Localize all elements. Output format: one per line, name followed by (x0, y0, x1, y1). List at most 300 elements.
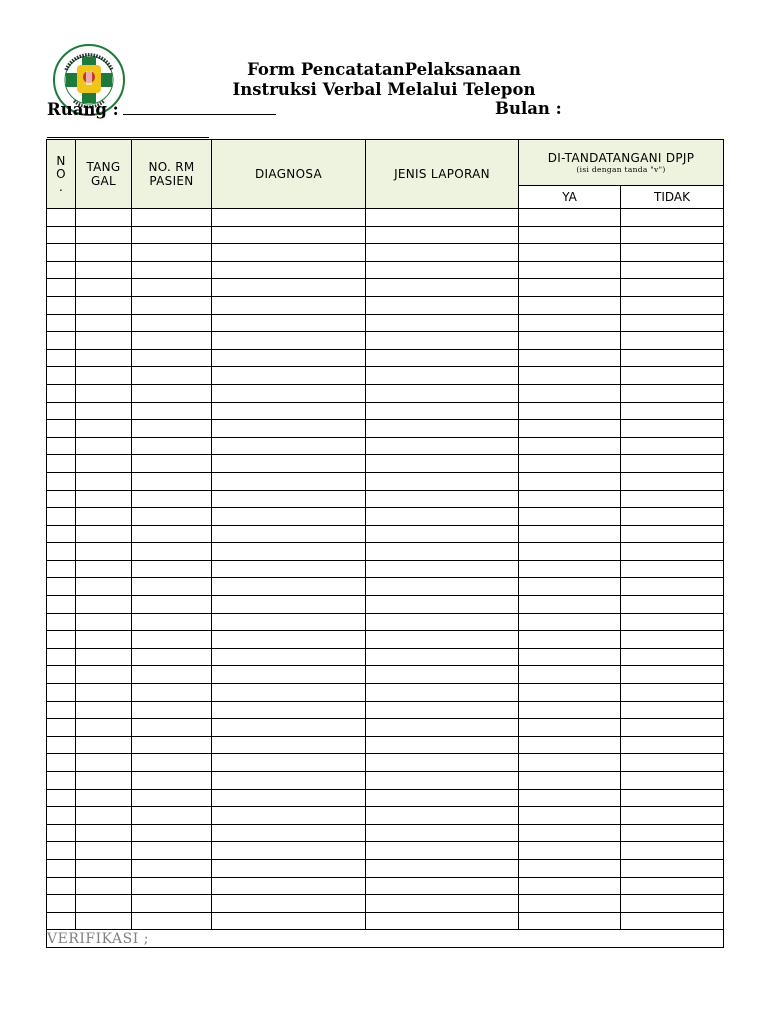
cell-diagnosa[interactable] (212, 807, 366, 825)
cell-jenis-laporan[interactable] (366, 877, 519, 895)
cell-jenis-laporan[interactable] (366, 560, 519, 578)
cell-ya[interactable] (519, 226, 621, 244)
cell-tidak[interactable] (621, 859, 724, 877)
cell-no[interactable] (47, 772, 76, 790)
cell-jenis-laporan[interactable] (366, 508, 519, 526)
cell-tanggal[interactable] (76, 789, 132, 807)
cell-diagnosa[interactable] (212, 631, 366, 649)
cell-ya[interactable] (519, 455, 621, 473)
cell-tanggal[interactable] (76, 807, 132, 825)
form-title-line2: Instruksi Verbal Melalui Telepon (232, 80, 536, 99)
cell-diagnosa[interactable] (212, 490, 366, 508)
cell-diagnosa[interactable] (212, 701, 366, 719)
cell-no[interactable] (47, 508, 76, 526)
cell-tanggal[interactable] (76, 508, 132, 526)
cell-diagnosa[interactable] (212, 525, 366, 543)
cell-tidak[interactable] (621, 701, 724, 719)
cell-no[interactable] (47, 209, 76, 227)
cell-ya[interactable] (519, 367, 621, 385)
cell-ya[interactable] (519, 596, 621, 614)
cell-tanggal[interactable] (76, 349, 132, 367)
cell-tidak[interactable] (621, 842, 724, 860)
cell-no-rm[interactable] (132, 596, 212, 614)
cell-tanggal[interactable] (76, 472, 132, 490)
cell-no[interactable] (47, 349, 76, 367)
cell-tidak[interactable] (621, 261, 724, 279)
cell-tanggal[interactable] (76, 209, 132, 227)
cell-no-rm[interactable] (132, 455, 212, 473)
cell-ya[interactable] (519, 209, 621, 227)
cell-no-rm[interactable] (132, 244, 212, 262)
cell-diagnosa[interactable] (212, 472, 366, 490)
cell-tidak[interactable] (621, 754, 724, 772)
cell-no-rm[interactable] (132, 578, 212, 596)
cell-ya[interactable] (519, 384, 621, 402)
cell-tidak[interactable] (621, 349, 724, 367)
cell-ya[interactable] (519, 877, 621, 895)
cell-tanggal[interactable] (76, 596, 132, 614)
cell-tidak[interactable] (621, 279, 724, 297)
cell-no-rm[interactable] (132, 543, 212, 561)
table-row (47, 736, 724, 754)
cell-no[interactable] (47, 754, 76, 772)
cell-no-rm[interactable] (132, 895, 212, 913)
cell-jenis-laporan[interactable] (366, 349, 519, 367)
cell-ya[interactable] (519, 824, 621, 842)
cell-tanggal[interactable] (76, 296, 132, 314)
cell-jenis-laporan[interactable] (366, 314, 519, 332)
cell-tidak[interactable] (621, 472, 724, 490)
cell-jenis-laporan[interactable] (366, 261, 519, 279)
cell-diagnosa[interactable] (212, 279, 366, 297)
cell-ya[interactable] (519, 895, 621, 913)
cell-diagnosa[interactable] (212, 209, 366, 227)
cell-tidak[interactable] (621, 209, 724, 227)
cell-diagnosa[interactable] (212, 332, 366, 350)
cell-no[interactable] (47, 226, 76, 244)
cell-no-rm[interactable] (132, 684, 212, 702)
cell-jenis-laporan[interactable] (366, 789, 519, 807)
cell-no-rm[interactable] (132, 209, 212, 227)
cell-diagnosa[interactable] (212, 842, 366, 860)
cell-ya[interactable] (519, 543, 621, 561)
cell-no[interactable] (47, 807, 76, 825)
cell-diagnosa[interactable] (212, 613, 366, 631)
cell-no-rm[interactable] (132, 701, 212, 719)
cell-no[interactable] (47, 261, 76, 279)
cell-no-rm[interactable] (132, 472, 212, 490)
cell-tidak[interactable] (621, 666, 724, 684)
cell-ya[interactable] (519, 719, 621, 737)
cell-tanggal[interactable] (76, 684, 132, 702)
cell-ya[interactable] (519, 648, 621, 666)
cell-tanggal[interactable] (76, 332, 132, 350)
cell-tanggal[interactable] (76, 842, 132, 860)
cell-tanggal[interactable] (76, 719, 132, 737)
cell-no[interactable] (47, 279, 76, 297)
cell-tanggal[interactable] (76, 244, 132, 262)
cell-tanggal[interactable] (76, 912, 132, 930)
cell-no[interactable] (47, 648, 76, 666)
cell-diagnosa[interactable] (212, 596, 366, 614)
cell-ya[interactable] (519, 613, 621, 631)
table-row (47, 772, 724, 790)
cell-no-rm[interactable] (132, 648, 212, 666)
cell-tidak[interactable] (621, 789, 724, 807)
cell-no-rm[interactable] (132, 384, 212, 402)
cell-jenis-laporan[interactable] (366, 719, 519, 737)
cell-tanggal[interactable] (76, 701, 132, 719)
cell-diagnosa[interactable] (212, 314, 366, 332)
cell-diagnosa[interactable] (212, 349, 366, 367)
cell-jenis-laporan[interactable] (366, 420, 519, 438)
cell-no[interactable] (47, 332, 76, 350)
cell-tidak[interactable] (621, 420, 724, 438)
cell-ya[interactable] (519, 261, 621, 279)
cell-no-rm[interactable] (132, 719, 212, 737)
cell-diagnosa[interactable] (212, 455, 366, 473)
cell-jenis-laporan[interactable] (366, 895, 519, 913)
cell-no-rm[interactable] (132, 842, 212, 860)
cell-tidak[interactable] (621, 895, 724, 913)
cell-tanggal[interactable] (76, 877, 132, 895)
cell-no-rm[interactable] (132, 877, 212, 895)
cell-ya[interactable] (519, 279, 621, 297)
cell-diagnosa[interactable] (212, 420, 366, 438)
cell-ya[interactable] (519, 332, 621, 350)
cell-no-rm[interactable] (132, 736, 212, 754)
cell-jenis-laporan[interactable] (366, 543, 519, 561)
cell-jenis-laporan[interactable] (366, 912, 519, 930)
cell-tanggal[interactable] (76, 859, 132, 877)
cell-tidak[interactable] (621, 437, 724, 455)
cell-tidak[interactable] (621, 367, 724, 385)
cell-no-rm[interactable] (132, 508, 212, 526)
cell-diagnosa[interactable] (212, 648, 366, 666)
cell-no[interactable] (47, 455, 76, 473)
cell-no[interactable] (47, 384, 76, 402)
cell-ya[interactable] (519, 244, 621, 262)
cell-no-rm[interactable] (132, 824, 212, 842)
cell-tanggal[interactable] (76, 455, 132, 473)
cell-ya[interactable] (519, 437, 621, 455)
cell-no[interactable] (47, 314, 76, 332)
cell-no[interactable] (47, 666, 76, 684)
cell-no-rm[interactable] (132, 226, 212, 244)
cell-tidak[interactable] (621, 824, 724, 842)
cell-tidak[interactable] (621, 578, 724, 596)
cell-tidak[interactable] (621, 543, 724, 561)
cell-no[interactable] (47, 490, 76, 508)
cell-no-rm[interactable] (132, 367, 212, 385)
cell-jenis-laporan[interactable] (366, 455, 519, 473)
cell-tidak[interactable] (621, 244, 724, 262)
cell-tanggal[interactable] (76, 736, 132, 754)
cell-tanggal[interactable] (76, 631, 132, 649)
cell-jenis-laporan[interactable] (366, 842, 519, 860)
cell-tidak[interactable] (621, 560, 724, 578)
cell-jenis-laporan[interactable] (366, 666, 519, 684)
cell-diagnosa[interactable] (212, 226, 366, 244)
cell-jenis-laporan[interactable] (366, 859, 519, 877)
cell-tanggal[interactable] (76, 402, 132, 420)
cell-tidak[interactable] (621, 877, 724, 895)
cell-diagnosa[interactable] (212, 719, 366, 737)
cell-no[interactable] (47, 560, 76, 578)
cell-tanggal[interactable] (76, 648, 132, 666)
cell-jenis-laporan[interactable] (366, 754, 519, 772)
cell-tanggal[interactable] (76, 490, 132, 508)
cell-no-rm[interactable] (132, 261, 212, 279)
cell-diagnosa[interactable] (212, 560, 366, 578)
cell-no-rm[interactable] (132, 807, 212, 825)
cell-ya[interactable] (519, 472, 621, 490)
cell-no-rm[interactable] (132, 789, 212, 807)
cell-tidak[interactable] (621, 296, 724, 314)
cell-ya[interactable] (519, 349, 621, 367)
cell-tanggal[interactable] (76, 437, 132, 455)
cell-jenis-laporan[interactable] (366, 296, 519, 314)
cell-jenis-laporan[interactable] (366, 226, 519, 244)
cell-no[interactable] (47, 701, 76, 719)
cell-no[interactable] (47, 402, 76, 420)
cell-no-rm[interactable] (132, 560, 212, 578)
cell-diagnosa[interactable] (212, 684, 366, 702)
table-row (47, 859, 724, 877)
table-row (47, 596, 724, 614)
cell-no[interactable] (47, 296, 76, 314)
cell-diagnosa[interactable] (212, 437, 366, 455)
cell-tanggal[interactable] (76, 367, 132, 385)
cell-no-rm[interactable] (132, 525, 212, 543)
cell-jenis-laporan[interactable] (366, 384, 519, 402)
cell-jenis-laporan[interactable] (366, 437, 519, 455)
cell-tanggal[interactable] (76, 543, 132, 561)
cell-diagnosa[interactable] (212, 772, 366, 790)
cell-tidak[interactable] (621, 402, 724, 420)
ruang-field[interactable] (47, 99, 276, 120)
cell-jenis-laporan[interactable] (366, 684, 519, 702)
cell-ya[interactable] (519, 684, 621, 702)
cell-ya[interactable] (519, 420, 621, 438)
cell-ya[interactable] (519, 772, 621, 790)
cell-tidak[interactable] (621, 525, 724, 543)
cell-diagnosa[interactable] (212, 666, 366, 684)
cell-jenis-laporan[interactable] (366, 824, 519, 842)
cell-ya[interactable] (519, 666, 621, 684)
cell-tanggal[interactable] (76, 560, 132, 578)
cell-tanggal[interactable] (76, 824, 132, 842)
cell-no[interactable] (47, 895, 76, 913)
cell-tidak[interactable] (621, 736, 724, 754)
cell-jenis-laporan[interactable] (366, 279, 519, 297)
cell-diagnosa[interactable] (212, 578, 366, 596)
table-row (47, 789, 724, 807)
cell-diagnosa[interactable] (212, 895, 366, 913)
table-row (47, 631, 724, 649)
cell-ya[interactable] (519, 525, 621, 543)
cell-jenis-laporan[interactable] (366, 596, 519, 614)
cell-ya[interactable] (519, 490, 621, 508)
cell-diagnosa[interactable] (212, 402, 366, 420)
cell-diagnosa[interactable] (212, 296, 366, 314)
cell-no-rm[interactable] (132, 912, 212, 930)
cell-tanggal[interactable] (76, 384, 132, 402)
table-row (47, 824, 724, 842)
cell-ya[interactable] (519, 859, 621, 877)
cell-no-rm[interactable] (132, 279, 212, 297)
cell-jenis-laporan[interactable] (366, 701, 519, 719)
cell-no-rm[interactable] (132, 772, 212, 790)
cell-no[interactable] (47, 859, 76, 877)
cell-tanggal[interactable] (76, 314, 132, 332)
cell-tidak[interactable] (621, 455, 724, 473)
cell-jenis-laporan[interactable] (366, 490, 519, 508)
cell-diagnosa[interactable] (212, 859, 366, 877)
cell-tidak[interactable] (621, 332, 724, 350)
cell-no[interactable] (47, 684, 76, 702)
cell-tidak[interactable] (621, 719, 724, 737)
cell-jenis-laporan[interactable] (366, 772, 519, 790)
cell-diagnosa[interactable] (212, 789, 366, 807)
cell-tidak[interactable] (621, 314, 724, 332)
cell-jenis-laporan[interactable] (366, 578, 519, 596)
cell-no[interactable] (47, 367, 76, 385)
cell-ya[interactable] (519, 842, 621, 860)
cell-diagnosa[interactable] (212, 912, 366, 930)
cell-tidak[interactable] (621, 684, 724, 702)
cell-no[interactable] (47, 472, 76, 490)
cell-no[interactable] (47, 437, 76, 455)
cell-ya[interactable] (519, 807, 621, 825)
cell-diagnosa[interactable] (212, 543, 366, 561)
cell-no[interactable] (47, 613, 76, 631)
bulan-blank-line[interactable] (47, 137, 209, 138)
cell-jenis-laporan[interactable] (366, 807, 519, 825)
cell-no-rm[interactable] (132, 859, 212, 877)
cell-diagnosa[interactable] (212, 754, 366, 772)
cell-diagnosa[interactable] (212, 384, 366, 402)
cell-ya[interactable] (519, 296, 621, 314)
cell-no-rm[interactable] (132, 666, 212, 684)
cell-tanggal[interactable] (76, 279, 132, 297)
cell-tidak[interactable] (621, 490, 724, 508)
cell-no[interactable] (47, 420, 76, 438)
cell-jenis-laporan[interactable] (366, 525, 519, 543)
cell-no[interactable] (47, 789, 76, 807)
cell-ya[interactable] (519, 789, 621, 807)
cell-jenis-laporan[interactable] (366, 631, 519, 649)
cell-jenis-laporan[interactable] (366, 736, 519, 754)
cell-jenis-laporan[interactable] (366, 402, 519, 420)
cell-ya[interactable] (519, 508, 621, 526)
cell-ya[interactable] (519, 701, 621, 719)
cell-tanggal[interactable] (76, 578, 132, 596)
cell-no[interactable] (47, 842, 76, 860)
cell-ya[interactable] (519, 754, 621, 772)
cell-diagnosa[interactable] (212, 261, 366, 279)
cell-ya[interactable] (519, 578, 621, 596)
cell-jenis-laporan[interactable] (366, 613, 519, 631)
cell-no-rm[interactable] (132, 754, 212, 772)
cell-ya[interactable] (519, 402, 621, 420)
cell-jenis-laporan[interactable] (366, 209, 519, 227)
cell-no[interactable] (47, 912, 76, 930)
cell-no-rm[interactable] (132, 402, 212, 420)
cell-tidak[interactable] (621, 226, 724, 244)
cell-tidak[interactable] (621, 384, 724, 402)
cell-no[interactable] (47, 244, 76, 262)
cell-diagnosa[interactable] (212, 824, 366, 842)
cell-no[interactable] (47, 631, 76, 649)
cell-jenis-laporan[interactable] (366, 648, 519, 666)
ruang-blank-line[interactable] (123, 99, 276, 115)
cell-tidak[interactable] (621, 807, 724, 825)
cell-tidak[interactable] (621, 508, 724, 526)
cell-tanggal[interactable] (76, 772, 132, 790)
cell-tanggal[interactable] (76, 666, 132, 684)
cell-tanggal[interactable] (76, 754, 132, 772)
cell-no-rm[interactable] (132, 349, 212, 367)
cell-no-rm[interactable] (132, 420, 212, 438)
dpjp-note: (isi dengan tanda "v") (576, 164, 666, 174)
cell-no[interactable] (47, 525, 76, 543)
cell-no[interactable] (47, 543, 76, 561)
cell-jenis-laporan[interactable] (366, 472, 519, 490)
cell-no[interactable] (47, 877, 76, 895)
cell-no[interactable] (47, 719, 76, 737)
cell-no-rm[interactable] (132, 296, 212, 314)
header-jenis-laporan: JENIS LAPORAN (366, 140, 519, 209)
cell-diagnosa[interactable] (212, 244, 366, 262)
cell-tidak[interactable] (621, 613, 724, 631)
cell-no[interactable] (47, 736, 76, 754)
cell-no[interactable] (47, 578, 76, 596)
cell-ya[interactable] (519, 912, 621, 930)
cell-tanggal[interactable] (76, 895, 132, 913)
cell-no[interactable] (47, 596, 76, 614)
cell-ya[interactable] (519, 631, 621, 649)
cell-no-rm[interactable] (132, 490, 212, 508)
cell-jenis-laporan[interactable] (366, 244, 519, 262)
cell-tidak[interactable] (621, 596, 724, 614)
cell-diagnosa[interactable] (212, 508, 366, 526)
cell-no-rm[interactable] (132, 631, 212, 649)
cell-no[interactable] (47, 824, 76, 842)
cell-jenis-laporan[interactable] (366, 332, 519, 350)
cell-tanggal[interactable] (76, 261, 132, 279)
cell-no-rm[interactable] (132, 314, 212, 332)
cell-tanggal[interactable] (76, 226, 132, 244)
cell-diagnosa[interactable] (212, 367, 366, 385)
cell-diagnosa[interactable] (212, 736, 366, 754)
cell-diagnosa[interactable] (212, 877, 366, 895)
cell-no-rm[interactable] (132, 332, 212, 350)
cell-jenis-laporan[interactable] (366, 367, 519, 385)
cell-tanggal[interactable] (76, 420, 132, 438)
cell-ya[interactable] (519, 314, 621, 332)
cell-ya[interactable] (519, 560, 621, 578)
cell-tidak[interactable] (621, 648, 724, 666)
cell-tidak[interactable] (621, 912, 724, 930)
cell-no-rm[interactable] (132, 437, 212, 455)
cell-tidak[interactable] (621, 772, 724, 790)
cell-tanggal[interactable] (76, 613, 132, 631)
cell-no-rm[interactable] (132, 613, 212, 631)
cell-tanggal[interactable] (76, 525, 132, 543)
cell-ya[interactable] (519, 736, 621, 754)
cell-tidak[interactable] (621, 631, 724, 649)
